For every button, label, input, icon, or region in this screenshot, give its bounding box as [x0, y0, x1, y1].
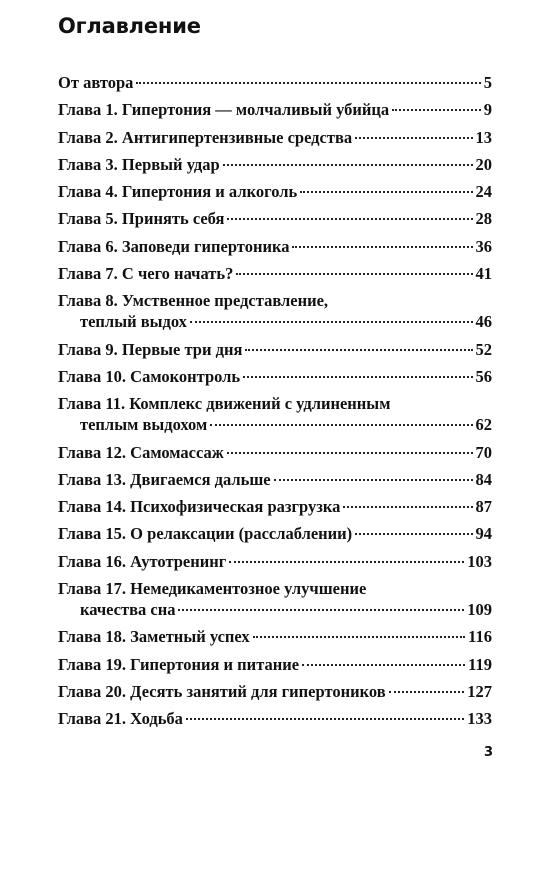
toc-entry-row	[58, 208, 492, 229]
toc-entry-row	[58, 414, 492, 435]
dot-leader	[274, 479, 473, 481]
toc-entry-title: качества сна	[80, 600, 176, 620]
dot-leader	[245, 349, 472, 351]
toc-entry	[58, 681, 492, 702]
toc-entry-page-number: 116	[468, 627, 492, 647]
toc-entry-row	[58, 599, 492, 620]
toc-entry	[58, 366, 492, 387]
toc-entry-title: Глава 19. Гипертония и питание	[58, 654, 300, 674]
toc-entry	[58, 578, 492, 620]
toc-entry	[58, 72, 492, 93]
table-of-contents	[58, 72, 492, 736]
toc-entry-page-number: 28	[475, 209, 492, 229]
dot-leader	[236, 273, 472, 275]
toc-entry-title: Глава 3. Первый удар	[58, 154, 220, 174]
dot-leader	[302, 664, 465, 666]
toc-entry-row	[58, 99, 492, 120]
toc-entry-page-number: 24	[475, 182, 492, 202]
page-number: 3	[484, 745, 494, 760]
toc-entry-row	[58, 181, 492, 202]
dot-leader	[253, 636, 466, 638]
toc-entry-row	[58, 442, 492, 463]
toc-entry	[58, 208, 492, 229]
toc-entry-row	[58, 366, 492, 387]
toc-entry-page-number: 70	[475, 442, 492, 462]
dot-leader	[178, 609, 464, 611]
toc-entry-title: Глава 15. О релаксации (расслаблении)	[58, 524, 353, 544]
toc-entry-title: Глава 7. С чего начать?	[58, 264, 234, 284]
dot-leader	[355, 137, 472, 139]
toc-entry	[58, 551, 492, 572]
toc-entry-page-number: 13	[475, 127, 492, 147]
toc-entry-title: Глава 1. Гипертония — молчаливый убийца	[58, 100, 390, 120]
toc-entry-title: Глава 5. Принять себя	[58, 209, 225, 229]
toc-entry-heading: Глава 17. Немедикаментозное улучшение	[58, 579, 367, 599]
toc-entry-page-number: 20	[475, 154, 492, 174]
toc-entry-title: теплый выдох	[80, 312, 187, 332]
dot-leader	[210, 424, 472, 426]
toc-entry-row	[58, 311, 492, 332]
dot-leader	[343, 506, 472, 508]
toc-entry-row	[58, 654, 492, 675]
toc-entry-page-number: 109	[467, 600, 492, 620]
dot-leader	[190, 321, 473, 323]
toc-entry-page-number: 62	[475, 415, 492, 435]
dot-leader	[227, 218, 472, 220]
toc-entry-title: Глава 9. Первые три дня	[58, 339, 243, 359]
toc-entry-heading: Глава 11. Комплекс движений с удлиненным	[58, 394, 391, 414]
toc-entry-row	[58, 154, 492, 175]
toc-entry-page-number: 9	[483, 100, 492, 120]
toc-entry-page-number: 56	[475, 366, 492, 386]
toc-entry-title: теплым выдохом	[80, 415, 208, 435]
toc-entry	[58, 263, 492, 284]
toc-entry-row	[58, 469, 492, 490]
toc-entry	[58, 496, 492, 517]
toc-entry-row	[58, 681, 492, 702]
toc-entry-heading: Глава 8. Умственное представление,	[58, 291, 329, 311]
toc-entry-title: Глава 18. Заметный успех	[58, 627, 250, 647]
dot-leader	[186, 718, 464, 720]
toc-entry-page-number: 84	[475, 469, 492, 489]
page-title: Оглавление	[58, 14, 201, 38]
toc-entry	[58, 181, 492, 202]
toc-entry-title: Глава 2. Антигипертензивные средства	[58, 127, 353, 147]
toc-entry-row	[58, 708, 492, 729]
toc-entry-page-number: 52	[475, 339, 492, 359]
toc-entry-row	[58, 551, 492, 572]
toc-entry	[58, 154, 492, 175]
toc-entry-row	[58, 127, 492, 148]
dot-leader	[300, 191, 472, 193]
toc-entry-page-number: 103	[467, 551, 492, 571]
toc-entry-title: Глава 4. Гипертония и алкоголь	[58, 182, 298, 202]
toc-entry-row	[58, 523, 492, 544]
toc-entry	[58, 523, 492, 544]
toc-entry	[58, 236, 492, 257]
dot-leader	[292, 246, 472, 248]
toc-entry-page-number: 36	[475, 236, 492, 256]
toc-entry-title: Глава 10. Самоконтроль	[58, 366, 241, 386]
toc-entry	[58, 708, 492, 729]
dot-leader	[136, 82, 480, 84]
toc-entry	[58, 626, 492, 647]
dot-leader	[392, 109, 481, 111]
toc-entry	[58, 290, 492, 332]
toc-entry-page-number: 87	[475, 497, 492, 517]
toc-entry-title: Глава 12. Самомассаж	[58, 442, 224, 462]
toc-entry-page-number: 119	[468, 654, 492, 674]
dot-leader	[223, 164, 473, 166]
toc-entry-title: Глава 16. Аутотренинг	[58, 551, 227, 571]
toc-entry-row	[58, 339, 492, 360]
dot-leader	[355, 533, 472, 535]
toc-entry	[58, 339, 492, 360]
toc-entry-page-number: 41	[475, 264, 492, 284]
toc-entry	[58, 469, 492, 490]
toc-entry-page-number: 94	[475, 524, 492, 544]
toc-entry	[58, 99, 492, 120]
toc-entry-row	[58, 263, 492, 284]
toc-entry	[58, 442, 492, 463]
toc-entry-page-number: 127	[467, 681, 492, 701]
toc-entry	[58, 654, 492, 675]
toc-entry-row	[58, 72, 492, 93]
toc-entry	[58, 127, 492, 148]
toc-entry-page-number: 5	[483, 73, 492, 92]
dot-leader	[229, 561, 464, 563]
toc-entry-title: Глава 14. Психофизическая разгрузка	[58, 497, 341, 517]
toc-entry-title: Глава 6. Заповеди гипертоника	[58, 236, 290, 256]
dot-leader	[243, 376, 472, 378]
toc-entry-title: Глава 13. Двигаемся дальше	[58, 469, 271, 489]
toc-entry-row	[58, 626, 492, 647]
toc-entry-row	[58, 496, 492, 517]
toc-entry-title: Глава 21. Ходьба	[58, 709, 183, 729]
toc-entry-title: Глава 20. Десять занятий для гипертоников	[58, 681, 386, 701]
toc-entry	[58, 393, 492, 435]
toc-entry-page-number: 133	[467, 709, 492, 729]
dot-leader	[389, 691, 465, 693]
dot-leader	[227, 452, 473, 454]
toc-entry-row	[58, 236, 492, 257]
toc-entry-page-number: 46	[475, 312, 492, 332]
toc-entry-title: От автора	[58, 73, 134, 92]
